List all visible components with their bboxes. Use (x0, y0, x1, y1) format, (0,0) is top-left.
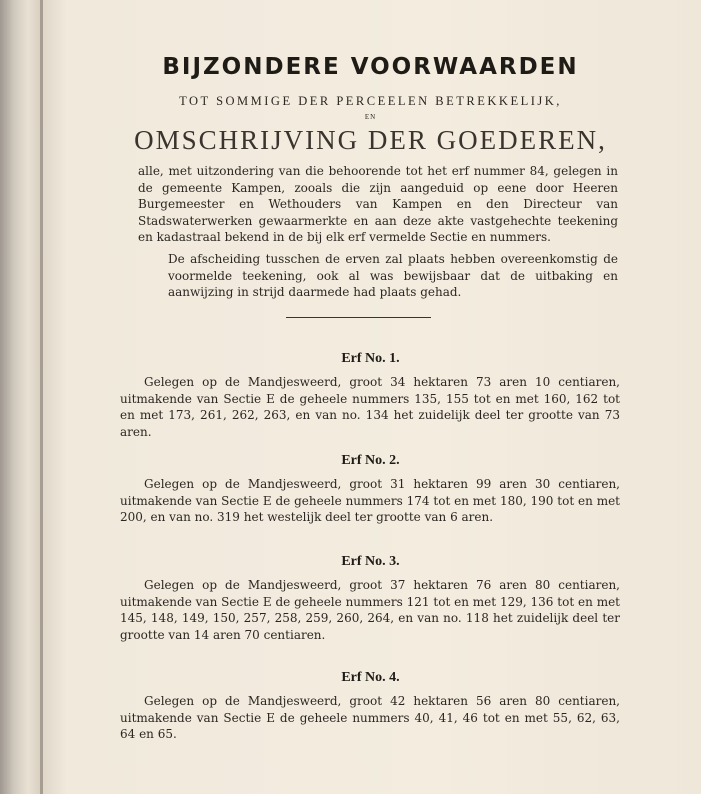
document-subtitle: TOT SOMMIGE DER PERCEELEN BETREKKELIJK, (179, 94, 562, 108)
title-connector: EN (364, 113, 377, 121)
erf-3-title: Erf No. 3. (341, 554, 400, 569)
document-title: BIJZONDERE VOORWAARDEN (162, 54, 579, 80)
section-divider (286, 317, 431, 318)
document-page (40, 0, 701, 794)
boundary-paragraph: De afscheiding tusschen de erven zal plaats hebben overeenkomstig de voormelde teekening, ook al was bewijsbaar dat de uitbaking en aanwijzing in strijd daarmede had plaats gehad. (168, 252, 618, 299)
book-binding (0, 0, 40, 794)
page-content (40, 0, 701, 794)
erf-1-title: Erf No. 1. (341, 351, 400, 366)
erf-1-description: Gelegen op de Mandjesweerd, groot 34 hektaren 73 aren 10 centiaren, uitmakende van Sectie E de geheele nummers 135, 155 tot en met 160, 162 tot en met 173, 261, 262, 263, en van no. 134 het zuidelijk deel ter grootte van 73 aren. (120, 375, 620, 439)
erf-2-description: Gelegen op de Mandjesweerd, groot 31 hektaren 99 aren 30 centiaren, uitmakende van Sectie E de geheele nummers 174 tot en met 180, 190 tot en met 200, en van no. 319 het westelijk deel ter grootte van 6 aren. (120, 477, 620, 524)
erf-4-title: Erf No. 4. (341, 670, 400, 685)
erf-2-title: Erf No. 2. (341, 453, 400, 468)
erf-3-description: Gelegen op de Mandjesweerd, groot 37 hektaren 76 aren 80 centiaren, uitmakende van Sectie E de geheele nummers 121 tot en met 129, 136 tot en met 145, 148, 149, 150, 257, 258, 259, 260, 264, en van no. 118 het zuidelijk deel ter grootte van 14 aren 70 centiaren. (120, 578, 620, 642)
intro-paragraph: alle, met uitzondering van die behoorende tot het erf nummer 84, gelegen in de gemeente Kampen, zooals die zijn aangeduid op eene door Heeren Burgemeester en Wethouders van Kampen en den Directeur van Stadswaterwerken gewaarmerkte en aan deze akte vastgehechte teekening en kadastraal bekend in de bij elk erf vermelde Sectie en nummers. (138, 164, 618, 244)
page-edge (40, 0, 43, 794)
erf-4-description: Gelegen op de Mandjesweerd, groot 42 hektaren 56 aren 80 centiaren, uitmakende van Sectie E de geheele nummers 40, 41, 46 tot en met 55, 62, 63, 64 en 65. (120, 694, 620, 741)
section-title: OMSCHRIJVING DER GOEDEREN, (134, 125, 607, 155)
